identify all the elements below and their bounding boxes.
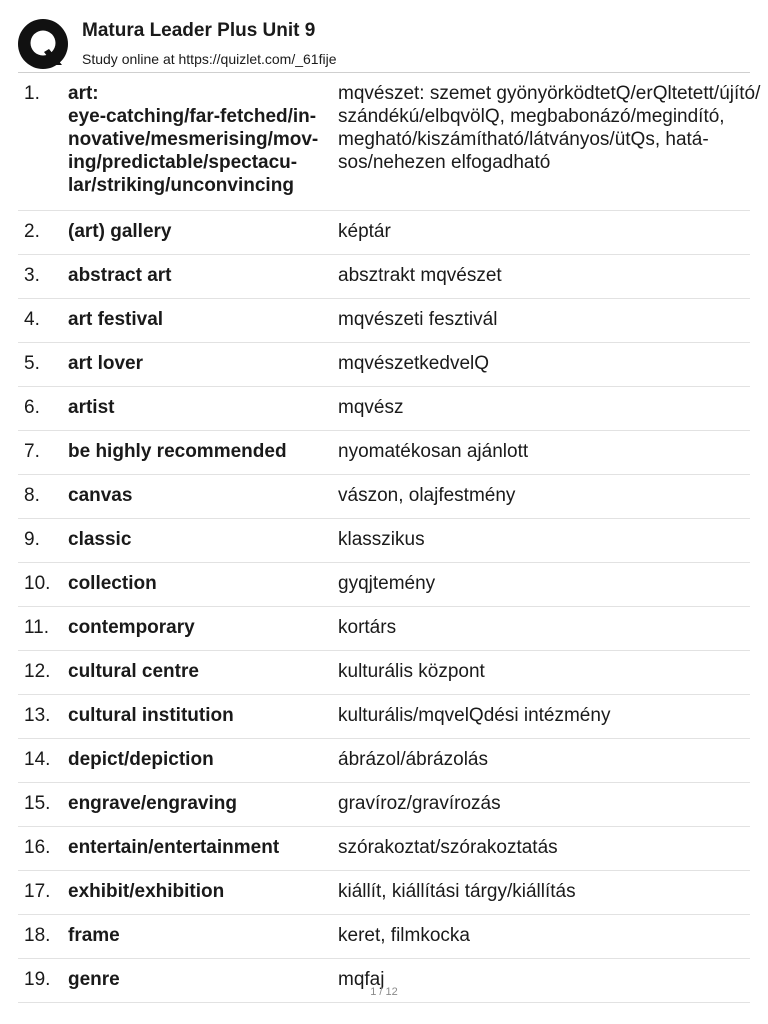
- entry-number: 3.: [24, 265, 40, 286]
- entry-definition: gyqjtemény: [338, 573, 436, 594]
- entry-term: depict/depiction: [68, 749, 214, 770]
- vocab-row: [18, 563, 750, 607]
- entry-definition: keret, filmkocka: [338, 925, 470, 946]
- entry-number: 11.: [24, 617, 50, 638]
- entry-term: abstract art: [68, 265, 172, 286]
- entry-definition: absztrakt mqvészet: [338, 265, 502, 286]
- entry-number: 12.: [24, 661, 51, 682]
- entry-term: be highly recommended: [68, 441, 287, 462]
- entry-definition: nyomatékosan ajánlott: [338, 441, 529, 462]
- entry-definition: mqfaj: [338, 969, 385, 990]
- entry-number: 2.: [24, 221, 40, 242]
- vocab-row: [18, 519, 750, 563]
- entry-term: cultural institution: [68, 705, 234, 726]
- entry-number: 17.: [24, 881, 51, 902]
- entry-definition: vászon, olajfestmény: [338, 485, 516, 506]
- entry-number: 15.: [24, 793, 51, 814]
- entry-definition: klasszikus: [338, 529, 425, 550]
- entry-number: 19.: [24, 969, 51, 990]
- entry-number: 16.: [24, 837, 51, 858]
- vocab-row: [18, 651, 750, 695]
- entry-term: classic: [68, 529, 132, 550]
- vocab-row: [18, 475, 750, 519]
- entry-definition: kiállít, kiállítási tárgy/kiállítás: [338, 881, 576, 902]
- entry-term: engrave/engraving: [68, 793, 237, 814]
- entry-term: artist: [68, 397, 115, 418]
- vocab-row: [18, 915, 750, 959]
- vocab-row: [18, 73, 761, 211]
- vocabulary-table: [18, 72, 761, 1003]
- entry-number: 14.: [24, 749, 51, 770]
- entry-number: 8.: [24, 485, 40, 506]
- entry-number: 13.: [24, 705, 51, 726]
- entry-definition: mqvészet: szemet gyönyörködtetQ/erQltetett/újító/ szándékú/elbqvölQ, megbabonázó/megindító, megható/kiszámítható/látványos/ütQs, hatá- sos/nehezen elfogadható: [338, 83, 761, 173]
- entry-term: exhibit/exhibition: [68, 881, 225, 902]
- vocab-row: [18, 827, 750, 871]
- entry-number: 10.: [24, 573, 51, 594]
- vocab-row: [18, 783, 750, 827]
- entry-term: (art) gallery: [68, 221, 172, 242]
- entry-definition: mqvész: [338, 397, 404, 418]
- entry-number: 9.: [24, 529, 40, 550]
- vocab-row: [18, 343, 750, 387]
- page-number: 1 / 12: [370, 986, 398, 998]
- vocab-row: [18, 431, 750, 475]
- vocab-row: [18, 739, 750, 783]
- entry-term: contemporary: [68, 617, 195, 638]
- vocab-row: [18, 387, 750, 431]
- entry-term: canvas: [68, 485, 133, 506]
- document-header: [0, 0, 768, 70]
- entry-term: entertain/entertainment: [68, 837, 280, 858]
- vocab-row: [18, 211, 750, 255]
- vocab-row: [18, 607, 750, 651]
- entry-number: 4.: [24, 309, 40, 330]
- entry-definition: gravíroz/gravírozás: [338, 793, 501, 814]
- entry-number: 1.: [24, 83, 40, 104]
- entry-number: 7.: [24, 441, 40, 462]
- entry-term: genre: [68, 969, 120, 990]
- entry-definition: szórakoztat/szórakoztatás: [338, 837, 558, 858]
- quizlet-q-logo-icon: [18, 19, 70, 71]
- entry-definition: képtár: [338, 221, 391, 242]
- entry-definition: ábrázol/ábrázolás: [338, 749, 488, 770]
- entry-definition: kulturális/mqvelQdési intézmény: [338, 705, 611, 726]
- vocab-row: [18, 299, 750, 343]
- entry-definition: kulturális központ: [338, 661, 485, 682]
- entry-number: 18.: [24, 925, 51, 946]
- entry-definition: kortárs: [338, 617, 397, 638]
- entry-number: 5.: [24, 353, 40, 374]
- entry-number: 6.: [24, 397, 40, 418]
- entry-term: art lover: [68, 353, 143, 374]
- vocab-row: [18, 255, 750, 299]
- entry-term: collection: [68, 573, 157, 594]
- entry-term: cultural centre: [68, 661, 199, 682]
- entry-definition: mqvészeti fesztivál: [338, 309, 498, 330]
- vocab-row: [18, 871, 750, 915]
- study-online-link-text: Study online at https://quizlet.com/_61fije: [82, 51, 337, 67]
- document-title: Matura Leader Plus Unit 9: [82, 20, 316, 41]
- entry-term: art festival: [68, 309, 164, 330]
- entry-term: art: eye-catching/far-fetched/in- novative/mesmerising/mov- ing/predictable/spectacu- lar/striking/unconvincing: [68, 83, 319, 196]
- entry-definition: mqvészetkedvelQ: [338, 353, 490, 374]
- vocab-row: [18, 695, 750, 739]
- entry-term: frame: [68, 925, 120, 946]
